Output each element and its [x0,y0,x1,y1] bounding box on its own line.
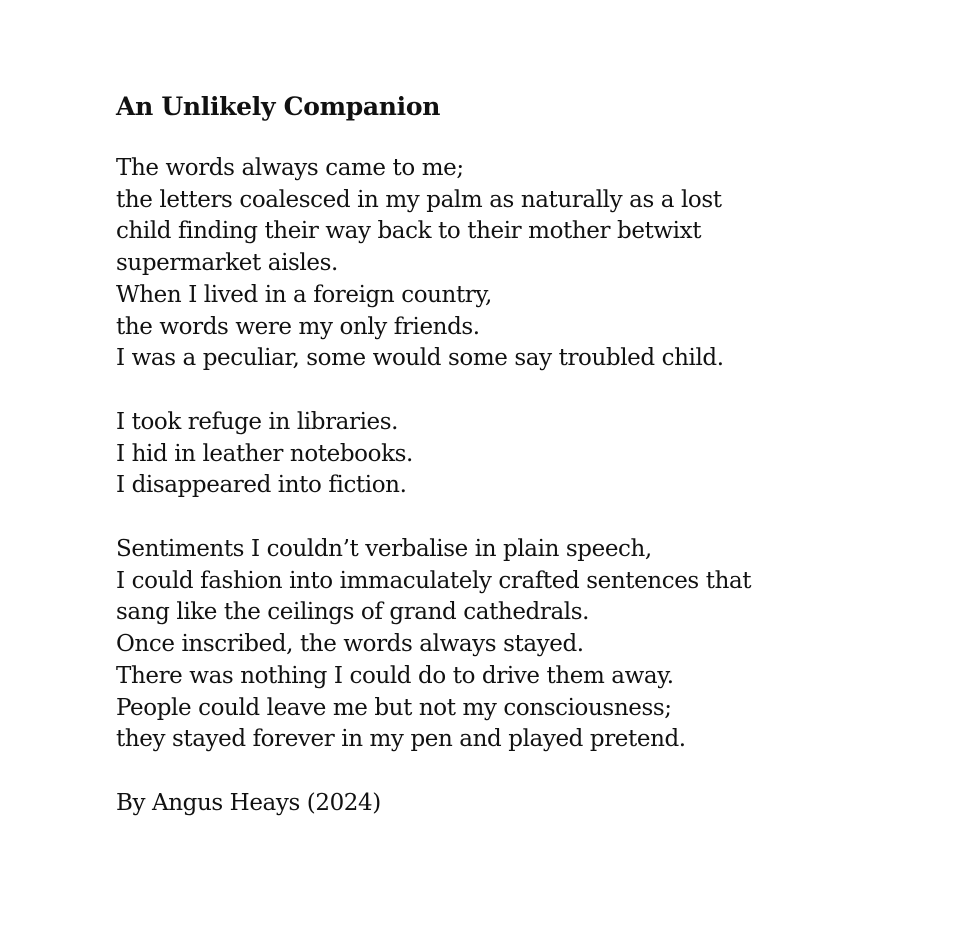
poem-line: the letters coalesced in my palm as naturally as a lost [116,186,722,213]
poem-line: the words were my only friends. [116,313,480,340]
poem-line: they stayed forever in my pen and played pretend. [116,726,686,753]
poem-line: I disappeared into fiction. [116,472,407,499]
poem-line: Once inscribed, the words always stayed. [116,631,584,658]
poem-line: I hid in leather notebooks. [116,440,413,467]
poem-line: The words always came to me; [116,155,464,181]
poem-line: When I lived in a foreign country, [116,281,492,308]
poem-byline: By Angus Heays (2024) [116,789,381,816]
stanza-2 [116,407,956,502]
stanza-3 [116,534,956,756]
poem-line: Sentiments I couldn’t verbalise in plain speech, [116,536,652,563]
poem-line: I was a peculiar, some would some say troubled child. [116,345,724,372]
poem-line: supermarket aisles. [116,250,338,277]
poem-line: child finding their way back to their mother betwixt [116,218,702,245]
poem-line: sang like the ceilings of grand cathedrals. [116,599,590,626]
poem-line: I took refuge in libraries. [116,408,399,435]
stanza-1 [116,153,956,375]
poem-line: There was nothing I could do to drive them away. [116,662,674,689]
poem-line: People could leave me but not my consciousness; [116,694,672,721]
poem-title: An Unlikely Companion [116,92,441,121]
poem-document [116,90,956,820]
poem-line: I could fashion into immaculately crafted sentences that [116,567,752,594]
